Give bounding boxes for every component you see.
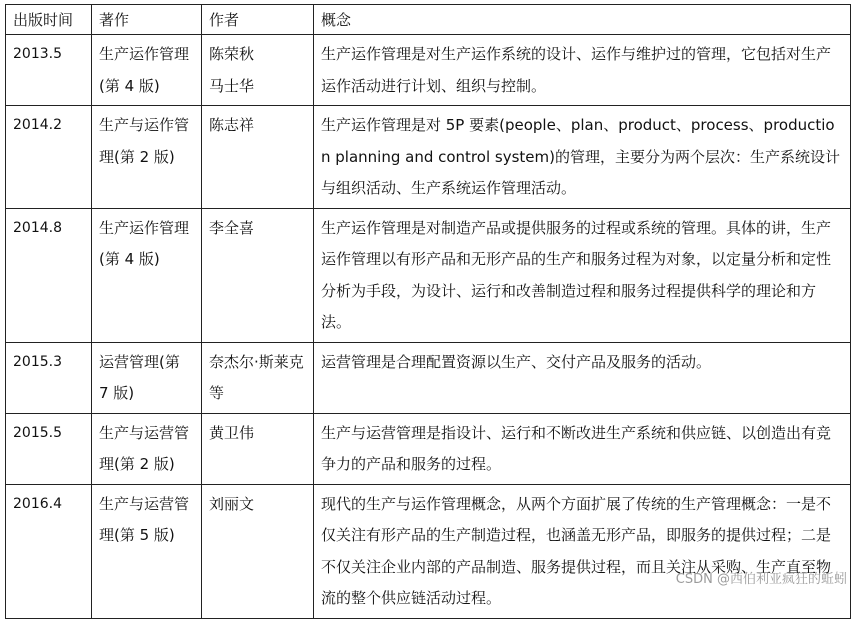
cell-date: 2014.2: [6, 106, 92, 209]
header-author: 作者: [202, 5, 314, 35]
cell-author: 黄卫伟: [202, 413, 314, 484]
cell-concept: 生产与运营管理是指设计、运行和不断改进生产系统和供应链、以创造出有竞争力的产品和服务的过程。: [314, 413, 851, 484]
table-row: [6, 413, 851, 484]
cell-date: 2016.4: [6, 484, 92, 618]
header-work: 著作: [92, 5, 202, 35]
cell-date: 2015.5: [6, 413, 92, 484]
watermark: CSDN @西伯利亚疯狂的蚯蚓: [675, 572, 847, 587]
cell-date: 2013.5: [6, 35, 92, 106]
cell-date: 2014.8: [6, 208, 92, 342]
cell-author: 李全喜: [202, 208, 314, 342]
table-row: [6, 484, 851, 618]
cell-date: 2015.3: [6, 342, 92, 413]
cell-work: 生产与运营管理(第 5 版): [92, 484, 202, 618]
table-row: [6, 106, 851, 209]
publication-concept-table: [5, 4, 851, 619]
cell-work: 运营管理(第 7 版): [92, 342, 202, 413]
cell-concept: 生产运作管理是对 5P 要素(people、plan、product、process、production planning and control system)的管理，主要分为两个层次：生产系统设计与组织活动、生产系统运作管理活动。: [314, 106, 851, 209]
cell-author: 陈荣秋 马士华: [202, 35, 314, 106]
cell-author: 奈杰尔·斯莱克等: [202, 342, 314, 413]
cell-concept: 生产运作管理是对制造产品或提供服务的过程或系统的管理。具体的讲，生产运作管理以有形产品和无形产品的生产和服务过程为对象，以定量分析和定性分析为手段，为设计、运行和改善制造过程和服务过程提供科学的理论和方法。: [314, 208, 851, 342]
cell-work: 生产与运作管理(第 2 版): [92, 106, 202, 209]
cell-concept: 现代的生产与运作管理概念，从两个方面扩展了传统的生产管理概念：一是不仅关注有形产品的生产制造过程，也涵盖无形产品，即服务的提供过程；二是不仅关注企业内部的产品制造、服务提供过程，而且关注从采购、生产直至物流的整个供应链活动过程。: [314, 484, 851, 618]
table-row: [6, 208, 851, 342]
cell-concept: 生产运作管理是对生产运作系统的设计、运作与维护过的管理，它包括对生产运作活动进行计划、组织与控制。: [314, 35, 851, 106]
cell-concept: 运营管理是合理配置资源以生产、交付产品及服务的活动。: [314, 342, 851, 413]
table-row: [6, 342, 851, 413]
cell-author: 陈志祥: [202, 106, 314, 209]
header-publish-date: 出版时间: [6, 5, 92, 35]
cell-work: 生产与运营管理(第 2 版): [92, 413, 202, 484]
cell-work: 生产运作管理(第 4 版): [92, 208, 202, 342]
cell-author: 刘丽文: [202, 484, 314, 618]
table-row: [6, 35, 851, 106]
cell-work: 生产运作管理(第 4 版): [92, 35, 202, 106]
header-concept: 概念: [314, 5, 851, 35]
table-header-row: [6, 5, 851, 35]
